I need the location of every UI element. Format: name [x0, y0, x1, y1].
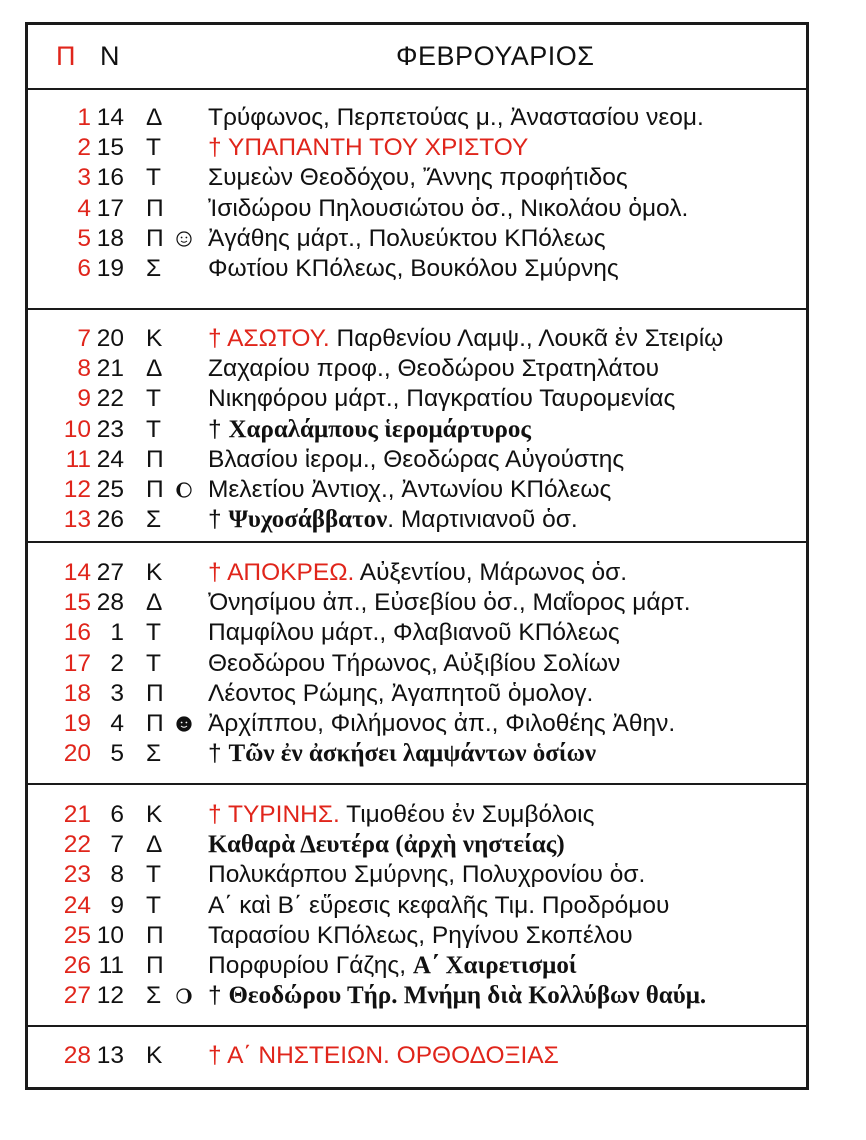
feast-text: [208, 415, 531, 445]
weekday-letter: Τ: [146, 164, 161, 192]
weekday-letter: Κ: [146, 1042, 163, 1069]
weekday-letter: Τ: [146, 861, 161, 889]
calendar-header: [28, 25, 806, 90]
feast-name: Μελετίου Ἀντιοχ., Ἀντωνίου ΚΠόλεως: [208, 476, 612, 503]
new-calendar-day: 15: [63, 589, 91, 617]
feast-name: Ὀνησίμου ἀπ., Εὐσεβίου ὁσ., Μαΐορος μάρτ.: [208, 589, 691, 617]
weekday-letter: Τ: [146, 385, 161, 413]
old-calendar-day: 9: [110, 891, 124, 919]
feast-highlight-red: † ΑΣΩΤΟΥ.: [208, 325, 330, 352]
weekday-letter: Π: [146, 194, 164, 222]
day-row: [28, 649, 806, 679]
new-calendar-day: 12: [63, 476, 91, 503]
new-calendar-day: 6: [77, 255, 91, 282]
feast-name: Βλασίου ἱερομ., Θεοδώρας Αὐγούστης: [208, 445, 625, 473]
weekday-letter: Π: [146, 679, 164, 707]
day-row: [28, 709, 806, 739]
feast-text: [208, 830, 565, 860]
feast-text: [208, 679, 593, 709]
feast-highlight-bold: Α΄ Χαιρετισμοί: [412, 952, 577, 979]
feast-text: [208, 981, 706, 1011]
moon-phase: [176, 231, 192, 247]
new-calendar-day: 20: [63, 740, 91, 768]
new-calendar-day: 27: [63, 982, 91, 1010]
weekday-letter: Π: [146, 710, 164, 737]
weekday-letter: Τ: [146, 891, 161, 919]
new-calendar-day: 8: [77, 355, 91, 383]
day-row: [28, 951, 806, 981]
weekday-letter: Σ: [146, 982, 162, 1010]
day-row: [28, 415, 806, 445]
day-row: [28, 133, 806, 163]
old-calendar-day: 8: [110, 861, 124, 889]
weekday-letter: Τ: [146, 649, 161, 677]
feast-highlight-red: † ΤΥΡΙΝΗΣ.: [208, 801, 340, 828]
old-calendar-day: 15: [96, 134, 124, 162]
day-row: [28, 254, 806, 284]
new-calendar-day: 25: [63, 921, 91, 949]
new-moon-icon: [176, 716, 192, 732]
new-calendar-day: 5: [77, 224, 91, 252]
old-calendar-day: 7: [110, 831, 124, 859]
weekday-letter: Σ: [146, 740, 162, 768]
weekday-letter: Κ: [146, 325, 163, 352]
day-row: [28, 475, 806, 505]
day-row: [28, 354, 806, 384]
feast-text: [208, 649, 620, 679]
new-calendar-day: 17: [63, 649, 91, 677]
new-calendar-day: 16: [63, 619, 91, 647]
feast-name: Ζαχαρίου προφ., Θεοδώρου Στρατηλάτου: [208, 355, 660, 383]
day-row: [28, 163, 806, 193]
weekday-letter: Π: [146, 476, 164, 503]
old-calendar-day: 14: [96, 104, 124, 131]
day-row: [28, 103, 806, 133]
feast-text: [208, 709, 675, 739]
feast-name: Παρθενίου Λαμψ., Λουκᾶ ἐν Στειρίῳ: [329, 325, 724, 352]
old-calendar-day: 27: [96, 559, 124, 586]
new-calendar-day: 26: [63, 952, 91, 979]
feast-text: [208, 891, 669, 921]
feast-name: Τιμοθέου ἐν Συμβόλοις: [339, 801, 595, 828]
weekday-letter: Π: [146, 921, 164, 949]
feast-text: [208, 588, 691, 618]
feast-text: [208, 475, 611, 505]
feast-text: [208, 618, 620, 648]
day-row: [28, 1041, 806, 1071]
feast-name: Ταρασίου ΚΠόλεως, Ρηγίνου Σκοπέλου: [208, 921, 633, 949]
old-calendar-column-header: Ν: [100, 41, 120, 71]
weekday-letter: Κ: [146, 801, 163, 828]
first-quarter-moon-icon: [176, 988, 192, 1004]
feast-text: [208, 921, 633, 951]
old-calendar-day: 13: [96, 1042, 124, 1069]
new-calendar-day: 22: [63, 831, 91, 859]
feast-text: [208, 558, 627, 588]
feast-text: [208, 739, 596, 769]
weekday-letter: Π: [146, 224, 164, 252]
day-row: [28, 981, 806, 1011]
new-calendar-day: 3: [77, 164, 91, 192]
week-block: [28, 1025, 806, 1087]
feast-text: [208, 133, 528, 163]
feast-name: Λέοντος Ρώμης, Ἀγαπητοῦ ὁμολογ.: [208, 679, 594, 707]
feast-text: [208, 445, 624, 475]
new-calendar-day: 14: [63, 559, 91, 586]
old-calendar-day: 16: [96, 164, 124, 192]
old-calendar-day: 1: [110, 619, 124, 647]
old-calendar-day: 17: [96, 194, 124, 222]
new-calendar-day: 19: [63, 710, 91, 737]
feast-name: †: [208, 740, 229, 768]
feast-text: [208, 860, 645, 890]
feast-highlight-bold: Καθαρὰ Δευτέρα (ἀρχὴ νηστείας): [208, 831, 565, 859]
last-quarter-moon-icon: [176, 482, 192, 498]
old-calendar-day: 4: [110, 710, 124, 737]
new-calendar-day: 9: [77, 385, 91, 413]
old-calendar-day: 19: [96, 255, 124, 282]
feast-text: [208, 324, 723, 354]
new-calendar-day: 24: [63, 891, 91, 919]
week-block: [28, 88, 806, 310]
feast-text: [208, 163, 628, 193]
new-calendar-day: 13: [63, 506, 91, 534]
old-calendar-day: 2: [110, 649, 124, 677]
day-row: [28, 324, 806, 354]
old-calendar-day: 20: [96, 325, 124, 352]
feast-name: Τρύφωνος, Περπετούας μ., Ἀναστασίου νεομ.: [208, 104, 704, 131]
feast-text: [208, 951, 577, 981]
feast-text: [208, 224, 606, 254]
feast-name: Α΄ καὶ Β΄ εὕρεσις κεφαλῆς Τιμ. Προδρόμου: [208, 891, 670, 919]
feast-text: [208, 384, 675, 414]
new-calendar-column-header: Π: [56, 41, 76, 71]
day-row: [28, 679, 806, 709]
feast-highlight-red: † ΑΠΟΚΡΕΩ.: [208, 559, 355, 586]
feast-name: Ἀγάθης μάρτ., Πολυεύκτου ΚΠόλεως: [208, 224, 606, 252]
day-row: [28, 618, 806, 648]
feast-name: Φωτίου ΚΠόλεως, Βουκόλου Σμύρνης: [208, 255, 619, 282]
moon-phase: [176, 482, 192, 498]
feast-name: Πορφυρίου Γάζης,: [208, 952, 413, 979]
day-row: [28, 558, 806, 588]
weekday-letter: Σ: [146, 255, 162, 282]
new-calendar-day: 21: [63, 801, 91, 828]
old-calendar-day: 26: [96, 506, 124, 534]
weekday-letter: Τ: [146, 619, 161, 647]
new-calendar-day: 23: [63, 861, 91, 889]
old-calendar-day: 3: [110, 679, 124, 707]
weekday-letter: Δ: [146, 831, 163, 859]
day-row: [28, 588, 806, 618]
weekday-letter: Π: [146, 445, 164, 473]
feast-highlight-red: † Α΄ ΝΗΣΤΕΙΩΝ. ΟΡΘΟΔΟΞΙΑΣ: [208, 1042, 559, 1069]
old-calendar-day: 18: [96, 224, 124, 252]
new-calendar-day: 7: [77, 325, 91, 352]
feast-highlight-red: † ΥΠΑΠΑΝΤΗ ΤΟΥ ΧΡΙΣΤΟΥ: [208, 134, 529, 162]
weekday-letter: Δ: [146, 104, 163, 131]
feast-name: Αὐξεντίου, Μάρωνος ὁσ.: [354, 559, 628, 586]
old-calendar-day: 28: [96, 589, 124, 617]
old-calendar-day: 12: [96, 982, 124, 1010]
moon-phase: [176, 988, 192, 1004]
feast-name: †: [208, 506, 229, 534]
new-calendar-day: 18: [63, 679, 91, 707]
new-calendar-day: 28: [63, 1042, 91, 1069]
feast-highlight-bold: Χαραλάμπους ἱερομάρτυρος: [228, 415, 531, 443]
feast-highlight-bold: Τῶν ἐν ἀσκήσει λαμψάντων ὁσίων: [228, 740, 597, 768]
day-row: [28, 830, 806, 860]
feast-name: Ἀρχίππου, Φιλήμονος ἀπ., Φιλοθέης Ἀθην.: [208, 710, 676, 737]
old-calendar-day: 6: [110, 801, 124, 828]
new-calendar-day: 10: [63, 415, 91, 443]
day-row: [28, 739, 806, 769]
weekday-letter: Δ: [146, 355, 163, 383]
feast-text: [208, 1041, 559, 1071]
day-row: [28, 445, 806, 475]
feast-name: Ἰσιδώρου Πηλουσιώτου ὁσ., Νικολάου ὁμολ.: [208, 194, 689, 222]
weekday-letter: Π: [146, 952, 164, 979]
month-title: ΦΕΒΡΟΥΑΡΙΟΣ: [396, 41, 595, 71]
old-calendar-day: 5: [110, 740, 124, 768]
new-calendar-day: 2: [77, 134, 91, 162]
day-row: [28, 921, 806, 951]
old-calendar-day: 23: [96, 415, 124, 443]
day-row: [28, 505, 806, 535]
weekday-letter: Τ: [146, 134, 161, 162]
feast-text: [208, 800, 594, 830]
feast-text: [208, 194, 688, 224]
new-calendar-day: 1: [77, 104, 91, 131]
feast-highlight-bold: Θεοδώρου Τήρ. Μνήμη διὰ Κολλύβων θαύμ.: [228, 982, 707, 1010]
day-row: [28, 384, 806, 414]
week-block: [28, 541, 806, 785]
full-moon-icon: [176, 231, 192, 247]
feast-name: Θεοδώρου Τήρωνος, Αὐξιβίου Σολίων: [208, 649, 621, 677]
old-calendar-day: 25: [96, 476, 124, 503]
week-block: [28, 783, 806, 1027]
old-calendar-day: 21: [96, 355, 124, 383]
feast-highlight-bold: Ψυχοσάββατον: [228, 506, 388, 534]
old-calendar-day: 11: [98, 952, 124, 979]
weekday-letter: Κ: [146, 559, 163, 586]
feast-text: [208, 254, 619, 284]
old-calendar-day: 22: [96, 385, 124, 413]
moon-phase: [176, 716, 192, 732]
new-calendar-day: 11: [65, 445, 91, 473]
new-calendar-day: 4: [77, 194, 91, 222]
feast-name: Νικηφόρου μάρτ., Παγκρατίου Ταυρομενίας: [208, 385, 676, 413]
feast-name: †: [208, 982, 229, 1010]
feast-name: Συμεὼν Θεοδόχου, Ἄννης προφήτιδος: [208, 164, 628, 192]
old-calendar-day: 24: [96, 445, 124, 473]
weekday-letter: Τ: [146, 415, 161, 443]
feast-name: Πολυκάρπου Σμύρνης, Πολυχρονίου ὁσ.: [208, 861, 646, 889]
week-block: [28, 308, 806, 543]
weekday-letter: Σ: [146, 506, 162, 534]
calendar-frame: [25, 22, 809, 1090]
day-row: [28, 194, 806, 224]
feast-name: . Μαρτινιανοῦ ὁσ.: [387, 506, 578, 534]
day-row: [28, 860, 806, 890]
weekday-letter: Δ: [146, 589, 163, 617]
feast-text: [208, 505, 578, 535]
feast-name: Παμφίλου μάρτ., Φλαβιανοῦ ΚΠόλεως: [208, 619, 620, 647]
day-row: [28, 224, 806, 254]
feast-text: [208, 354, 659, 384]
feast-name: †: [208, 415, 229, 443]
day-row: [28, 800, 806, 830]
day-row: [28, 891, 806, 921]
old-calendar-day: 10: [96, 921, 124, 949]
feast-text: [208, 103, 704, 133]
